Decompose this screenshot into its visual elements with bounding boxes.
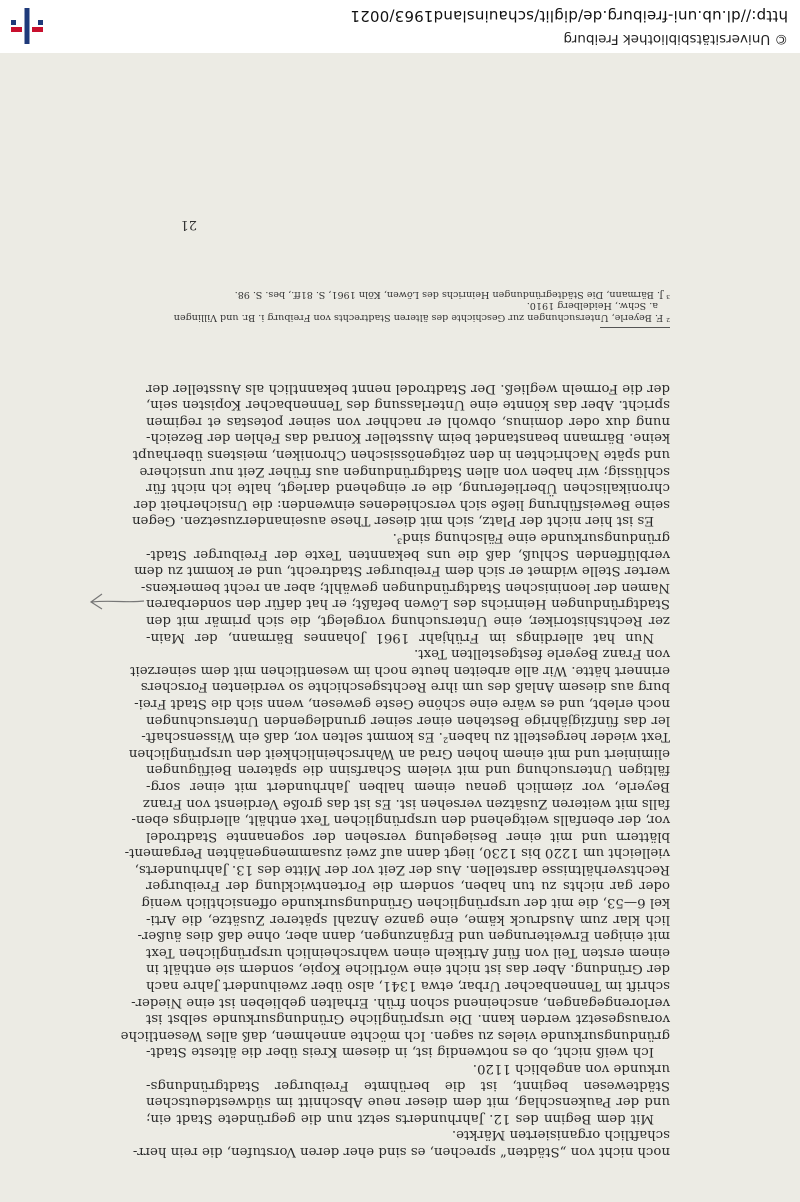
university-library-logo — [9, 8, 45, 44]
text-line: spricht. Aber das könnte eine Unterlassung des Tennenbacher Kopisten sein, — [146, 397, 670, 413]
text-line: noch nicht von „Städten“ sprechen, es sind eher deren Vorstufen, die rein herr- — [132, 1144, 670, 1159]
text-line: der Gründung. Aber das ist nicht eine wörtliche Kopie, sondern sie enthält in — [146, 961, 670, 977]
text-line: erinnert hätte. Wir alle arbeiten heute noch im wesentlichen mit dem seinerzeit — [130, 662, 670, 678]
text-line: lich klar zum Ausdruck käme, eine ganze Anzahl späterer Zusätze, die Arti- — [146, 911, 670, 927]
text-line: Beyerle, vor ziemlich genau einem halben Jahrhundert mit einer sorg- — [146, 778, 670, 794]
scanned-page — [0, 53, 800, 1202]
text-line: nung dux oder dominus, obwohl er nachher von seiner potestas et regimen — [146, 413, 670, 429]
text-line: verblüffenden Schluß, daß die uns bekannten Texte der Freiburger Stadt- — [146, 546, 670, 562]
text-line: werter Stelle widmet er sich dem Freiburger Stadtrecht, und er kommt zu dem — [134, 563, 670, 579]
text-line: urkunde von angeblich 1120. — [472, 1061, 670, 1077]
text-line: zer Rechtshistoriker, eine Untersuchung vorgelegt, die sich primär mit den — [146, 613, 670, 628]
text-line: Rechtsverhältnisse darstellen. Aus der Zeit vor der Mitte des 13. Jahrhunderts, — [134, 861, 670, 877]
text-line: von Franz Beyerle festgestellten Text. — [414, 646, 670, 662]
text-line: gründungsurkunde vieles zu sagen. Ich möchte annehmen, daß alles Wesentliche — [120, 1027, 670, 1043]
text-line: ler das fünfzigjährige Bestehen einer seiner grundlegenden Untersuchungen — [146, 712, 670, 728]
text-line: falls mit weiteren Zusätzen versehen ist. Es ist das große Verdienst von Franz — [143, 795, 670, 811]
text-line: verlorengegangen, anscheinend schon früh. Erhalten geblieben ist eine Nieder- — [131, 994, 670, 1010]
text-line: schrift im Tennenbacher Urbar, etwa 1341, also über zweihundert Jahre nach — [146, 978, 670, 994]
text-line: schaftlich organisierten Märkte. — [451, 1127, 670, 1143]
text-line: vielleicht um 1220 bis 1230, liegt dann auf zwei zusammengenähten Pergament- — [124, 845, 670, 861]
footnote: ³ J. Bärmann, Die Städtegründungen Heinrichs des Löwen, Köln 1961, S. 81ff., bes. S. 98. — [234, 289, 670, 300]
body-text — [120, 379, 670, 1159]
text-line: chronikalischen Überlieferung, die er eingehend darlegt, halte ich nicht für — [146, 480, 670, 496]
text-line: Ich weiß nicht, ob es notwendig ist, in diesem Kreis über die älteste Stadt- — [146, 1044, 654, 1060]
text-line: blättern und mit einer Besiegelung versehen der sogenannte Stadtrodel — [146, 828, 670, 844]
text-line: gründungsurkunde eine Fälschung sind³. — [392, 530, 670, 546]
text-line: und späte Nachrichten in den zeitgenössischen Chroniken, meistens überhaupt — [132, 447, 670, 463]
text-line: Text wieder hergestellt zu haben². Es kommt selten vor, daß ein Wissenschaft- — [141, 729, 670, 745]
text-line: Stadtgründungen Heinrichs des Löwen befaßt; er hat dafür den sonderbaren — [146, 596, 670, 612]
text-line: seine Beweisführung ließe sich verschiedenes einwenden: die Unsicherheit der — [133, 496, 670, 512]
viewer-header — [0, 0, 800, 54]
text-line: fältigen Untersuchung und mit vielem Scharfsinn die späteren Beifügungen — [146, 762, 670, 778]
text-line: Nun hat allerdings im Frühjahr 1961 Johannes Bärmann, der Main- — [146, 629, 654, 645]
text-line: kel 6—53, die mit der ursprünglichen Gründungsurkunde offensichtlich wenig — [141, 895, 670, 911]
text-line: oder gar nichts zu tun haben, sondern die Fortentwicklung der Freiburger — [146, 878, 670, 894]
footnotes — [146, 289, 670, 324]
text-line: der die Formeln wegließ. Der Stadtrodel nennt bekanntlich als Aussteller der — [146, 380, 670, 396]
text-line: und der Paukenschlag, mit dem dieser neue Abschnitt im südwestdeutschen — [146, 1094, 670, 1110]
footnote: ² F. Beyerle, Untersuchungen zur Geschichte des älteren Stadtrechts von Freiburg i. Br. und Villingen — [173, 312, 670, 323]
text-line: vorausgesetzt werden kann. Die ursprüngliche Gründungsurkunde selbst ist — [146, 1011, 670, 1027]
page-content-rotated — [0, 53, 800, 1202]
text-line: mit einigen Erweiterungen und Ergänzungen, dann aber, ohne daß dies äußer- — [137, 928, 670, 944]
text-line: noch erlebt, und es wäre eine schöne Geste gewesen, wenn sich die Stadt Frei- — [134, 695, 670, 711]
document-url[interactable]: http://dl.ub.uni-freiburg.de/diglit/schauinsland1963/0021 — [350, 7, 788, 25]
footnote-continuation: a. Schw., Heidelberg 1910. — [526, 300, 658, 312]
page-number: 21 — [180, 217, 197, 232]
text-line: schlüssig; wir haben von allen Stadtgründungen aus früher Zeit nur unsichere — [139, 463, 670, 479]
text-line: Es ist hier nicht der Platz, sich mit dieser These auseinanderzusetzen. Gegen — [131, 513, 654, 529]
text-line: eliminiert und mit einem hohen Grad an Wahrscheinlichkeit den ursprünglichen — [128, 745, 670, 761]
copyright-notice: © Universitätsbibliothek Freiburg — [563, 31, 788, 47]
text-line: Mit dem Beginn des 12. Jahrhunderts setzt nun die gegründete Stadt ein; — [146, 1110, 654, 1126]
handwritten-arrow-icon — [88, 590, 146, 612]
text-line: Namen der leoninischen Stadtgründungen gewählt; aber an recht bemerkens- — [140, 579, 670, 595]
text-line: einem ersten Teil von fünf Artikeln einen wahrscheinlich ursprünglichen Text — [146, 944, 670, 960]
text-line: vor, der ebenfalls weitgehend den ursprünglichen Text enthält, allerdings eben- — [131, 812, 670, 828]
text-line: keine. Bärmann beanstandet beim Aussteller Konrad das Fehlen der Bezeich- — [146, 430, 670, 446]
text-line: Städtewesen beginnt, ist die berühmte Freiburger Stadtgründungs- — [146, 1077, 670, 1093]
text-line: burg aus diesem Anlaß des um ihre Rechtsgeschichte so verdienten Forschers — [140, 679, 670, 695]
footnote-divider — [600, 327, 670, 328]
